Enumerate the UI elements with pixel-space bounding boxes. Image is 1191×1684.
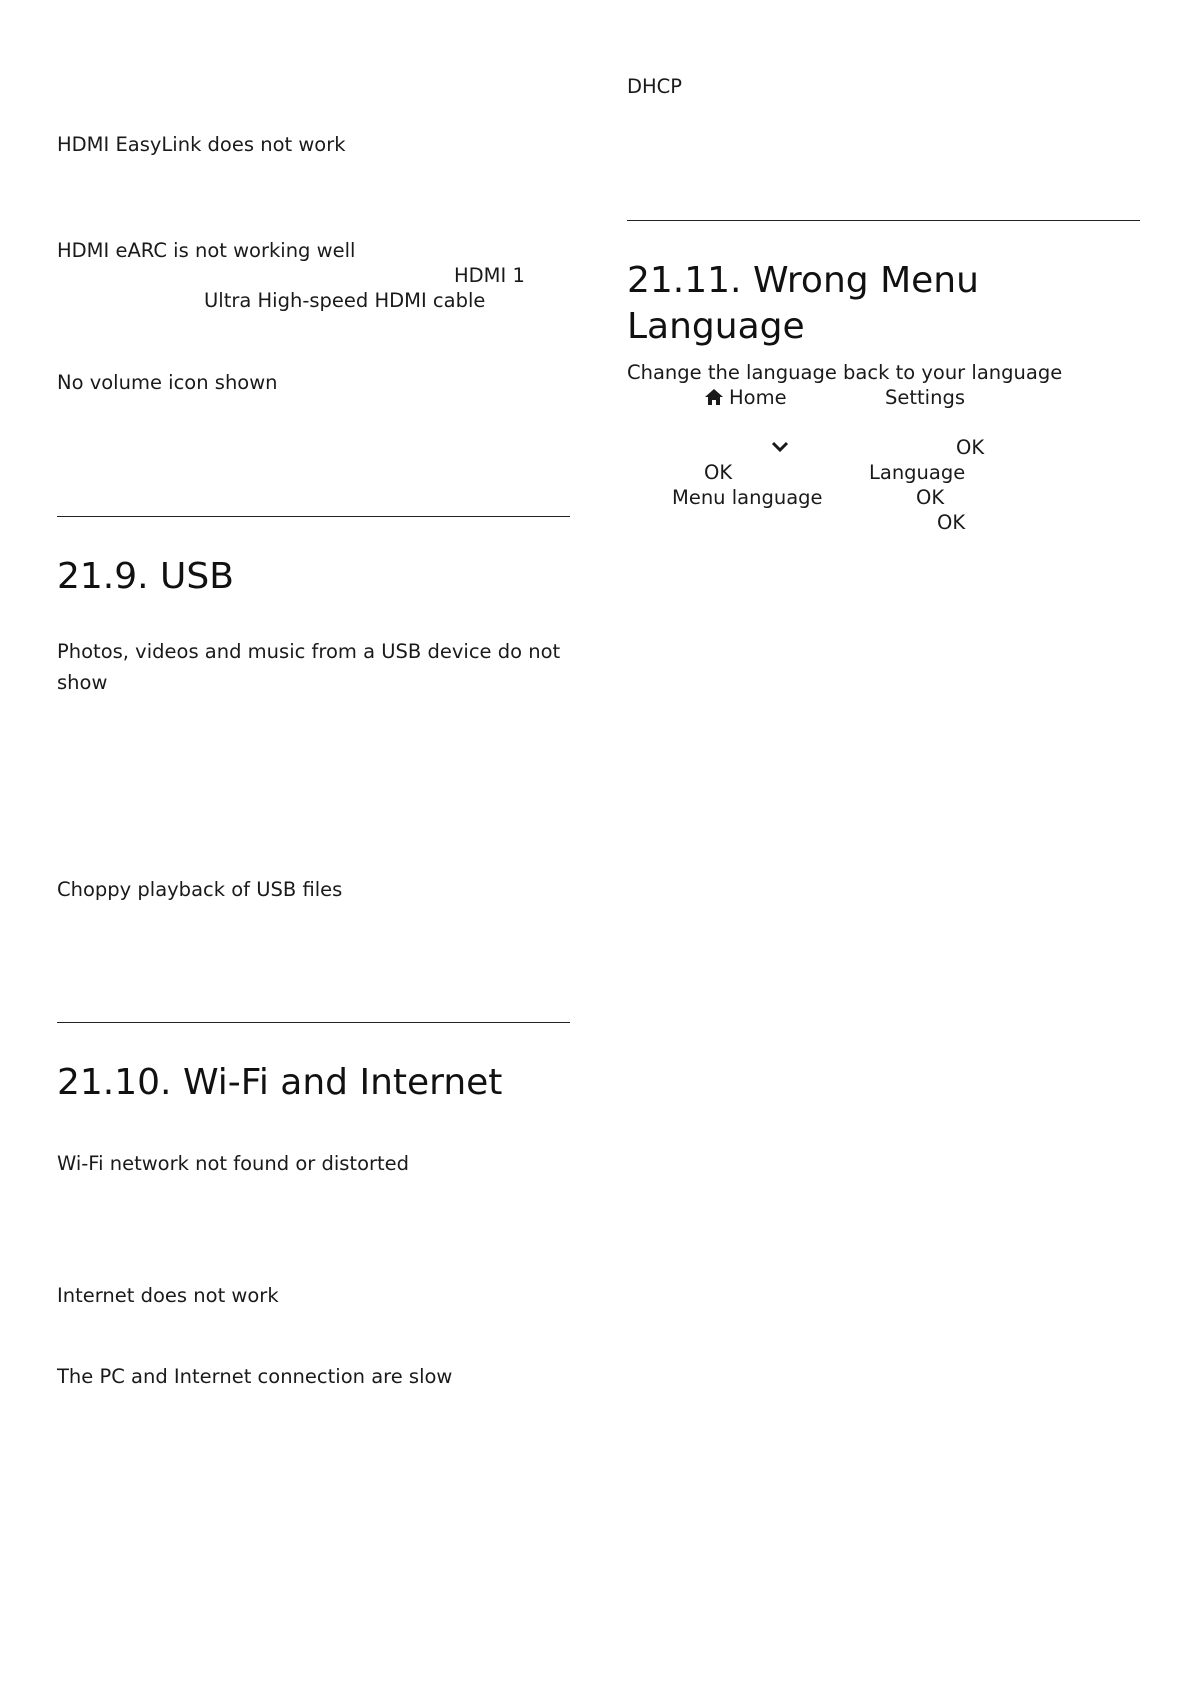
ok-key-2: OK (704, 461, 733, 484)
earc-title: HDMI eARC is not working well (57, 239, 356, 262)
easylink-title: HDMI EasyLink does not work (57, 133, 346, 156)
wifi-not-found-title: Wi-Fi network not found or distorted (57, 1152, 410, 1175)
home-label: Home (729, 386, 787, 409)
menu-language-label: Menu language (672, 486, 823, 509)
menu-language-heading-line2: Language (627, 306, 805, 347)
settings-label: Settings (885, 386, 965, 409)
menu-language-heading-line1: 21.11. Wrong Menu (627, 260, 979, 301)
slow-connection-title: The PC and Internet connection are slow (57, 1365, 453, 1388)
usb-heading: 21.9. USB (57, 556, 234, 597)
home-icon (704, 388, 724, 412)
usb-media-title-line2: show (57, 671, 108, 694)
section-divider (57, 1022, 570, 1023)
usb-choppy-title: Choppy playback of USB files (57, 878, 343, 901)
usb-media-title-line1: Photos, videos and music from a USB device do not (57, 640, 561, 663)
ok-key-4: OK (937, 511, 966, 534)
menu-language-subtitle: Change the language back to your language (627, 361, 1063, 384)
home-key (704, 386, 787, 412)
chevron-down-icon (771, 436, 789, 459)
language-label: Language (869, 461, 966, 484)
down-key (771, 436, 789, 460)
earc-cable: Ultra High-speed HDMI cable (204, 289, 486, 312)
volume-icon-title: No volume icon shown (57, 371, 278, 394)
dhcp-label: DHCP (627, 75, 683, 98)
earc-hdmi-port: HDMI 1 (454, 264, 525, 287)
section-divider (57, 516, 570, 517)
ok-key-1: OK (956, 436, 985, 459)
ok-key-3: OK (916, 486, 945, 509)
wifi-heading: 21.10. Wi-Fi and Internet (57, 1062, 503, 1103)
internet-title: Internet does not work (57, 1284, 279, 1307)
section-divider (627, 220, 1140, 221)
